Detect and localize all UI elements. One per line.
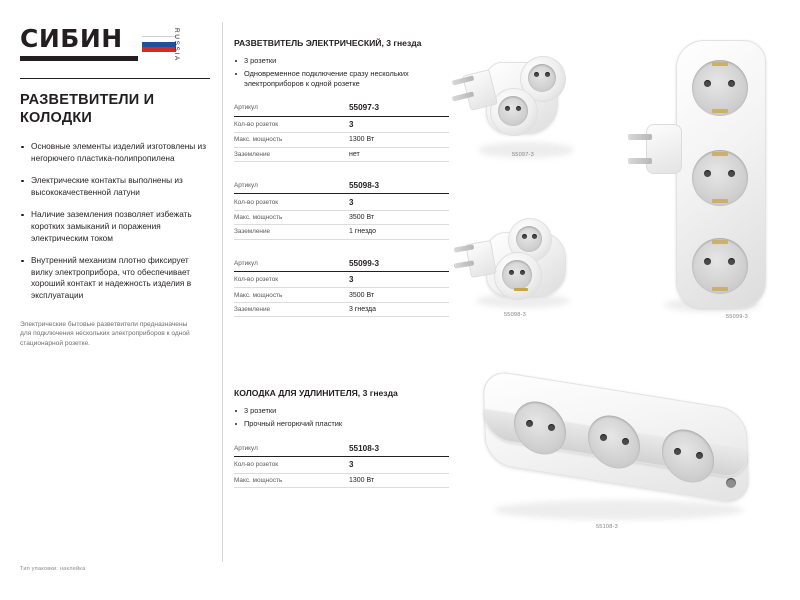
table-row xyxy=(234,194,449,210)
photo-caption: 55098-3 xyxy=(504,312,526,318)
table-row xyxy=(234,254,449,272)
product-photo-55099 xyxy=(630,26,780,326)
section-bullets xyxy=(234,406,449,429)
divider xyxy=(20,78,210,79)
spec-table-55098 xyxy=(234,176,449,240)
list-item: 3 розетки xyxy=(234,56,449,66)
table-row xyxy=(234,225,449,239)
flag-icon xyxy=(142,36,176,52)
brand-name: СИБИН xyxy=(20,24,123,53)
table-row xyxy=(234,302,449,316)
spec-label: Кол-во розеток xyxy=(234,194,345,210)
vertical-divider xyxy=(222,22,223,562)
spec-value: 55098-3 xyxy=(345,176,449,194)
list-item: Наличие заземления позволяет избежать коротких замыканий и поражения электрическим током xyxy=(20,209,210,244)
brand-country: RUSSIA xyxy=(173,28,180,62)
spec-label: Макс. мощность xyxy=(234,133,345,147)
table-row xyxy=(234,133,449,147)
spec-value: 55099-3 xyxy=(345,254,449,272)
table-row xyxy=(234,210,449,224)
spec-value: 3 xyxy=(345,194,449,210)
section-title: РАЗВЕТВИТЕЛЬ ЭЛЕКТРИЧЕСКИЙ, 3 гнезда xyxy=(234,38,422,48)
table-row xyxy=(234,147,449,161)
spec-value: 3 xyxy=(345,457,449,473)
table-row xyxy=(234,473,449,487)
table-row xyxy=(234,98,449,116)
product-photo-55098 xyxy=(452,198,592,328)
spec-table-55097 xyxy=(234,98,449,162)
spec-label: Артикул xyxy=(234,254,345,272)
list-item: Прочный негорючий пластик xyxy=(234,419,449,429)
spec-table-55108 xyxy=(234,439,449,488)
left-column xyxy=(20,24,210,348)
spec-value: 3 гнезда xyxy=(345,302,449,316)
package-type-note: Тип упаковки: наклейка xyxy=(20,566,86,572)
spec-value: 55108-3 xyxy=(345,439,449,457)
spec-label: Макс. мощность xyxy=(234,210,345,224)
list-item: Внутренний механизм плотно фиксирует вилку электроприбора, что обеспечивает хороший контакт и надежность изделия в эксплуатации xyxy=(20,255,210,301)
spec-label: Макс. мощность xyxy=(234,473,345,487)
table-row xyxy=(234,288,449,302)
list-item: Одновременное подключение сразу нескольких электроприборов к одной розетке xyxy=(234,69,449,88)
spec-value: 55097-3 xyxy=(345,98,449,116)
list-item: Электрические контакты выполнены из высококачественной латуни xyxy=(20,175,210,198)
footnote-text: Электрические бытовые разветвители предназначены для подключения нескольких электроприборов к одной стационарной розетке. xyxy=(20,320,190,347)
spec-label: Заземление xyxy=(234,302,345,316)
table-row xyxy=(234,176,449,194)
table-row xyxy=(234,116,449,132)
spec-label: Кол-во розеток xyxy=(234,457,345,473)
spec-value: 3 xyxy=(345,116,449,132)
table-row xyxy=(234,439,449,457)
photo-caption: 55108-3 xyxy=(596,524,618,530)
product-photo-55097 xyxy=(468,26,598,176)
product-photo-55108 xyxy=(470,372,780,542)
section-title: КОЛОДКА ДЛЯ УДЛИНИТЕЛЯ, 3 гнезда xyxy=(234,388,398,398)
section-block xyxy=(234,388,449,502)
table-row xyxy=(234,272,449,288)
photo-caption: 55099-3 xyxy=(726,314,748,320)
brand-underline xyxy=(20,56,138,61)
spec-label: Артикул xyxy=(234,176,345,194)
spec-label: Кол-во розеток xyxy=(234,272,345,288)
spec-value: 3 xyxy=(345,272,449,288)
spec-label: Кол-во розеток xyxy=(234,116,345,132)
spec-table-55099 xyxy=(234,254,449,318)
spec-value: нет xyxy=(345,147,449,161)
spec-label: Артикул xyxy=(234,98,345,116)
feature-list xyxy=(20,141,210,302)
spec-value: 3500 Вт xyxy=(345,288,449,302)
section-bullets xyxy=(234,56,449,88)
list-item: Основные элементы изделий изготовлены из негорючего пластика-полипропилена xyxy=(20,141,210,164)
page-title: РАЗВЕТВИТЕЛИ И КОЛОДКИ xyxy=(20,92,155,126)
spec-value: 1300 Вт xyxy=(345,473,449,487)
brand-logo xyxy=(20,24,192,68)
section-splitters xyxy=(234,38,449,331)
spec-value: 1300 Вт xyxy=(345,133,449,147)
spec-label: Заземление xyxy=(234,225,345,239)
table-row xyxy=(234,457,449,473)
spec-label: Заземление xyxy=(234,147,345,161)
spec-value: 1 гнездо xyxy=(345,225,449,239)
photo-caption: 55097-3 xyxy=(512,152,534,158)
spec-value: 3500 Вт xyxy=(345,210,449,224)
spec-label: Артикул xyxy=(234,439,345,457)
list-item: 3 розетки xyxy=(234,406,449,416)
spec-label: Макс. мощность xyxy=(234,288,345,302)
